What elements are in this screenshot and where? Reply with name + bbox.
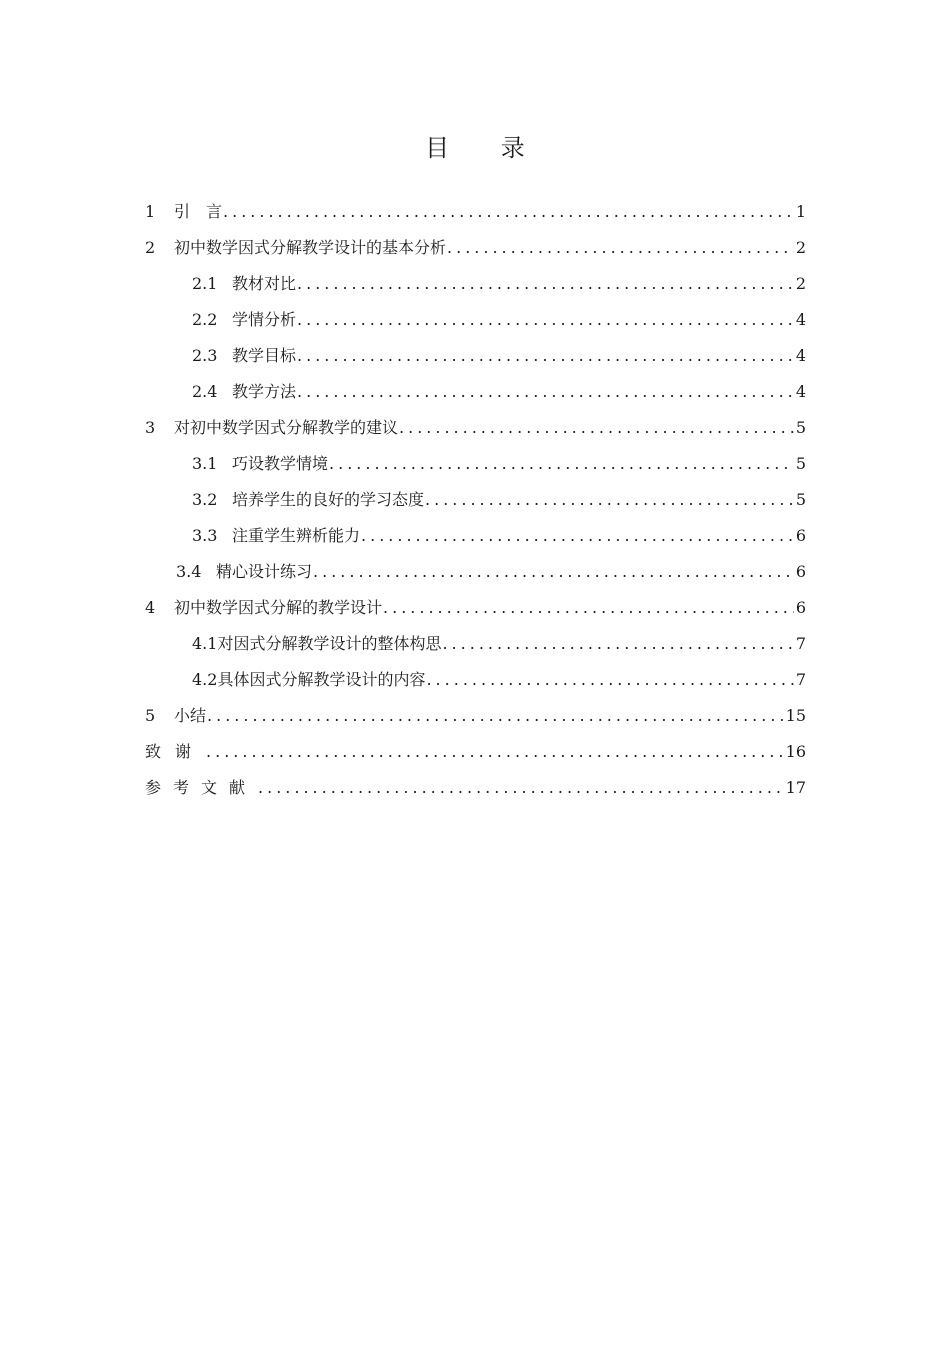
toc-entry-page: 5 (795, 418, 806, 437)
toc-entry-page: 17 (785, 778, 806, 797)
toc-entry-section-3-3[interactable] (192, 524, 806, 548)
toc-entry-page: 6 (795, 598, 806, 617)
toc-entry-title: 小结 (174, 706, 207, 725)
toc-entry-number: 2.2 (192, 310, 218, 329)
dot-leader (206, 740, 784, 764)
toc-entry-title: 教学目标 (232, 346, 297, 365)
dot-leader (329, 452, 794, 476)
toc-entry-page: 16 (785, 742, 806, 761)
toc-entry-section-2-3[interactable] (192, 344, 806, 368)
dot-leader (297, 344, 794, 368)
dot-leader (383, 596, 794, 620)
toc-entry-page: 2 (795, 238, 806, 257)
dot-leader (207, 704, 784, 728)
toc-entry-references[interactable] (145, 776, 806, 800)
dot-leader (442, 632, 793, 656)
toc-entry-title: 注重学生辨析能力 (232, 526, 361, 545)
dot-leader (297, 272, 794, 296)
dot-leader (297, 380, 794, 404)
toc-entry-number: 2.3 (192, 346, 218, 365)
dot-leader (426, 668, 793, 692)
toc-entry-section-2-4[interactable] (192, 380, 806, 404)
toc-entry-number: 4.2 (192, 670, 218, 689)
toc-entry-number: 2 (145, 238, 156, 257)
toc-entry-page: 6 (795, 526, 806, 545)
toc-entry-title: 参考文献 (145, 778, 258, 797)
toc-entry-acknowledgements[interactable] (145, 740, 806, 764)
toc-entry-introduction[interactable] (145, 200, 806, 224)
toc-entry-section-4-1[interactable] (192, 632, 806, 656)
toc-entry-number: 3.2 (192, 490, 218, 509)
toc-entry-page: 5 (795, 490, 806, 509)
toc-entry-number: 2.1 (192, 274, 218, 293)
dot-leader (447, 236, 794, 260)
page-title: 目 录 (425, 134, 547, 162)
toc-entry-page: 7 (795, 634, 806, 653)
toc-entry-title: 初中数学因式分解教学设计的基本分析 (174, 238, 447, 257)
toc-entry-page: 5 (795, 454, 806, 473)
toc-entry-title: 引 言 (174, 202, 223, 221)
toc-entry-section-2-2[interactable] (192, 308, 806, 332)
toc-entry-number: 4.1 (192, 634, 218, 653)
toc-entry-title: 精心设计练习 (216, 562, 313, 581)
toc-entry-title: 对初中数学因式分解教学的建议 (174, 418, 399, 437)
toc-entry-section-2-1[interactable] (192, 272, 806, 296)
toc-entry-page: 1 (795, 202, 806, 221)
toc-entry-number: 5 (145, 706, 156, 725)
toc-entry-title: 具体因式分解教学设计的内容 (217, 670, 426, 689)
toc-entry-title: 培养学生的良好的学习态度 (232, 490, 425, 509)
dot-leader (258, 776, 784, 800)
dot-leader (399, 416, 794, 440)
toc-entry-number: 4 (145, 598, 156, 617)
toc-entry-page: 2 (795, 274, 806, 293)
toc-entry-section-3-1[interactable] (192, 452, 806, 476)
toc-entry-number: 3.3 (192, 526, 218, 545)
dot-leader (313, 560, 794, 584)
toc-entry-number: 3.1 (192, 454, 218, 473)
toc-entry-title: 巧设教学情境 (232, 454, 329, 473)
toc-entry-number: 3.4 (176, 562, 202, 581)
toc-entry-title: 致谢 (145, 742, 206, 761)
dot-leader (297, 308, 794, 332)
toc-entry-section-3-2[interactable] (192, 488, 806, 512)
toc-entry-number: 3 (145, 418, 156, 437)
toc-entry-title: 初中数学因式分解的教学设计 (174, 598, 383, 617)
dot-leader (361, 524, 794, 548)
toc-entry-section-4-2[interactable] (192, 668, 806, 692)
dot-leader (223, 200, 794, 224)
toc-entry-title: 学情分析 (232, 310, 297, 329)
toc-entry-title: 教学方法 (232, 382, 297, 401)
toc-entry-title: 教材对比 (232, 274, 297, 293)
toc-entry-number: 2.4 (192, 382, 218, 401)
toc-entry-section-3[interactable] (145, 416, 806, 440)
toc-entry-number: 1 (145, 202, 156, 221)
toc-entry-section-3-4[interactable] (176, 560, 806, 584)
toc-entry-title: 对因式分解教学设计的整体构思 (217, 634, 442, 653)
toc-entry-page: 7 (795, 670, 806, 689)
toc-entry-page: 4 (795, 310, 806, 329)
toc-entry-page: 6 (795, 562, 806, 581)
toc-entry-summary[interactable] (145, 704, 806, 728)
toc-entry-page: 4 (795, 382, 806, 401)
toc-entry-section-4[interactable] (145, 596, 806, 620)
toc-entry-page: 15 (785, 706, 806, 725)
toc-entry-section-2[interactable] (145, 236, 806, 260)
dot-leader (425, 488, 794, 512)
toc-entry-page: 4 (795, 346, 806, 365)
